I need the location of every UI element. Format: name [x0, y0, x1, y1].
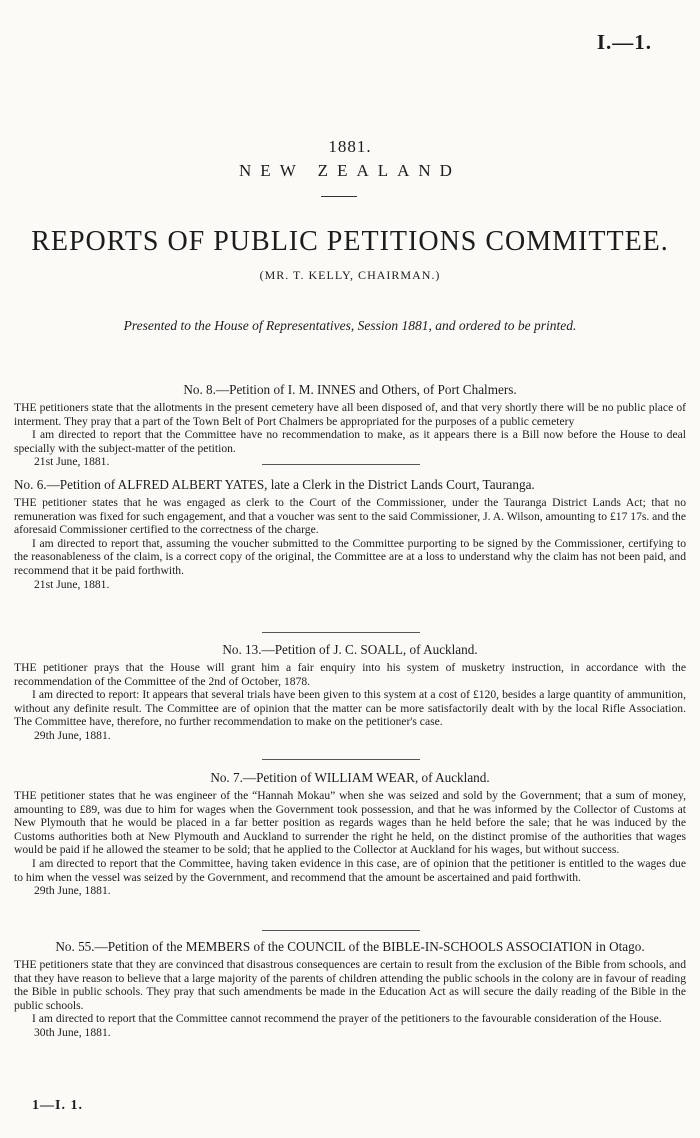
petition-no-7 [14, 770, 686, 898]
petition-no-13 [14, 642, 686, 743]
petition-body: THE petitioners state that they are convinced that disastrous consequences are certain to result from the exclusion of the Bible from schools, and that they have reason to believe that a large majority of the parents of children attending the public schools in the colony are in favour of reading the Bible in public schools. They pray that such amendments be made in the Education Act as will secure the daily reading of the Bible in the public schools. [14, 958, 686, 1012]
petition-heading: No. 55.—Petition of the MEMBERS of the COUNCIL of the BIBLE-IN-SCHOOLS ASSOCIATION in Otago. [55, 939, 645, 954]
report-date: 21st June, 1881. [34, 455, 110, 469]
petition-no-55 [14, 939, 686, 1040]
signature-mark: 1—I. 1. [32, 1098, 83, 1113]
petition-no-8 [14, 382, 686, 469]
petition-heading: No. 6.—Petition of ALFRED ALBERT YATES, late a Clerk in the District Lands Court, Tauranga. [14, 477, 535, 492]
presented-part-c: , Session 1881, and ordered to be printed. [350, 318, 577, 333]
document-id: I.—1. [596, 30, 652, 54]
section-divider [262, 464, 420, 465]
presented-line [0, 318, 700, 334]
petition-body: THE petitioner states that he was engineer of the “Hannah Mokau” when she was seized and sold by the Government; that a sum of money, amounting to £89, was due to him for wages when the Government took possession, and that he was informed by the Collector of Customs at New Plymouth that he would be placed in a far better position as regards wages than he held before the sale; that he was induced by the Customs authorities both at New Plymouth and Auckland to surrender the right he held, on the distinct promise of the authorities that wages would be paid if he allowed the steamer to be sold; that he applied to the Collector at Auckland for his wages, but without success. [14, 789, 686, 857]
report-date: 29th June, 1881. [34, 728, 111, 742]
committee-report: I am directed to report that the Committee have no recommendation to make, as it appears there is a Bill now before the House to deal specially with the subject-matter of the petition. [14, 428, 686, 455]
country: NEW ZEALAND [239, 161, 461, 180]
petition-no-6 [14, 477, 686, 591]
petition-body: THE petitioner prays that the House will grant him a fair enquiry into his system of musketry instruction, in accordance with the recommendation of the Committee of the 2nd of October, 1878. [14, 661, 686, 688]
report-date: 30th June, 1881. [34, 1025, 111, 1039]
committee-report: I am directed to report that the Committee cannot recommend the prayer of the petitioners to the favourable consideration of the House. [32, 1012, 662, 1026]
committee-report: I am directed to report that, assuming the voucher submitted to the Committee purporting to be signed by the Commissioner, certifying to the reasonableness of the claim, is a correct copy of the original, the Committee are at a loss to understand why the claim has not been paid, and recommend that it be paid forthwith. [14, 536, 686, 577]
presented-part-a: Presented to the [123, 318, 215, 333]
petition-heading: No. 8.—Petition of I. M. INNES and Others, of Port Chalmers. [183, 382, 517, 397]
petition-heading: No. 13.—Petition of J. C. SOALL, of Auckland. [222, 642, 478, 657]
chairman-line: (MR. T. KELLY, CHAIRMAN.) [259, 268, 441, 282]
petition-heading: No. 7.—Petition of WILLIAM WEAR, of Auckland. [210, 770, 490, 785]
presented-house: House of Representatives [214, 318, 351, 333]
title-divider [321, 196, 357, 197]
year: 1881. [328, 137, 372, 156]
document-title: REPORTS OF PUBLIC PETITIONS COMMITTEE. [31, 226, 669, 257]
report-date: 21st June, 1881. [34, 577, 110, 591]
section-divider [262, 930, 420, 931]
petition-body: THE petitioner states that he was engaged as clerk to the Court of the Commissioner, under the Tauranga District Lands Act; that no remuneration was fixed for such engagement, and that a voucher was sent to the said Commissioner, J. A. Wilson, amounting to £17 17s. and the aforesaid Commissioner certified to the correctness of the charge. [14, 496, 686, 537]
section-divider [262, 632, 420, 633]
section-divider [262, 759, 420, 760]
committee-report: I am directed to report: It appears that several trials have been given to this system at a cost of £120, besides a large quantity of ammunition, without any definite result. The Committee are of opinion that the matter can be more satisfactorily dealt with by the local Rifle Association. The Committee have, therefore, no further recommendation to make on the petitioner's case. [14, 688, 686, 729]
petition-body: THE petitioners state that the allotments in the present cemetery have all been disposed of, and that very shortly there will be no public place of interment. They pray that a part of the Town Belt of Port Chalmers be appropriated for the purposes of a public cemetery [14, 401, 686, 428]
committee-report: I am directed to report that the Committee, having taken evidence in this case, are of opinion that the petitioner is entitled to the wages due to him when the vessel was seized by the Government, and recommend that the amount be ascertained and paid forthwith. [14, 856, 686, 884]
report-date: 29th June, 1881. [34, 884, 111, 898]
